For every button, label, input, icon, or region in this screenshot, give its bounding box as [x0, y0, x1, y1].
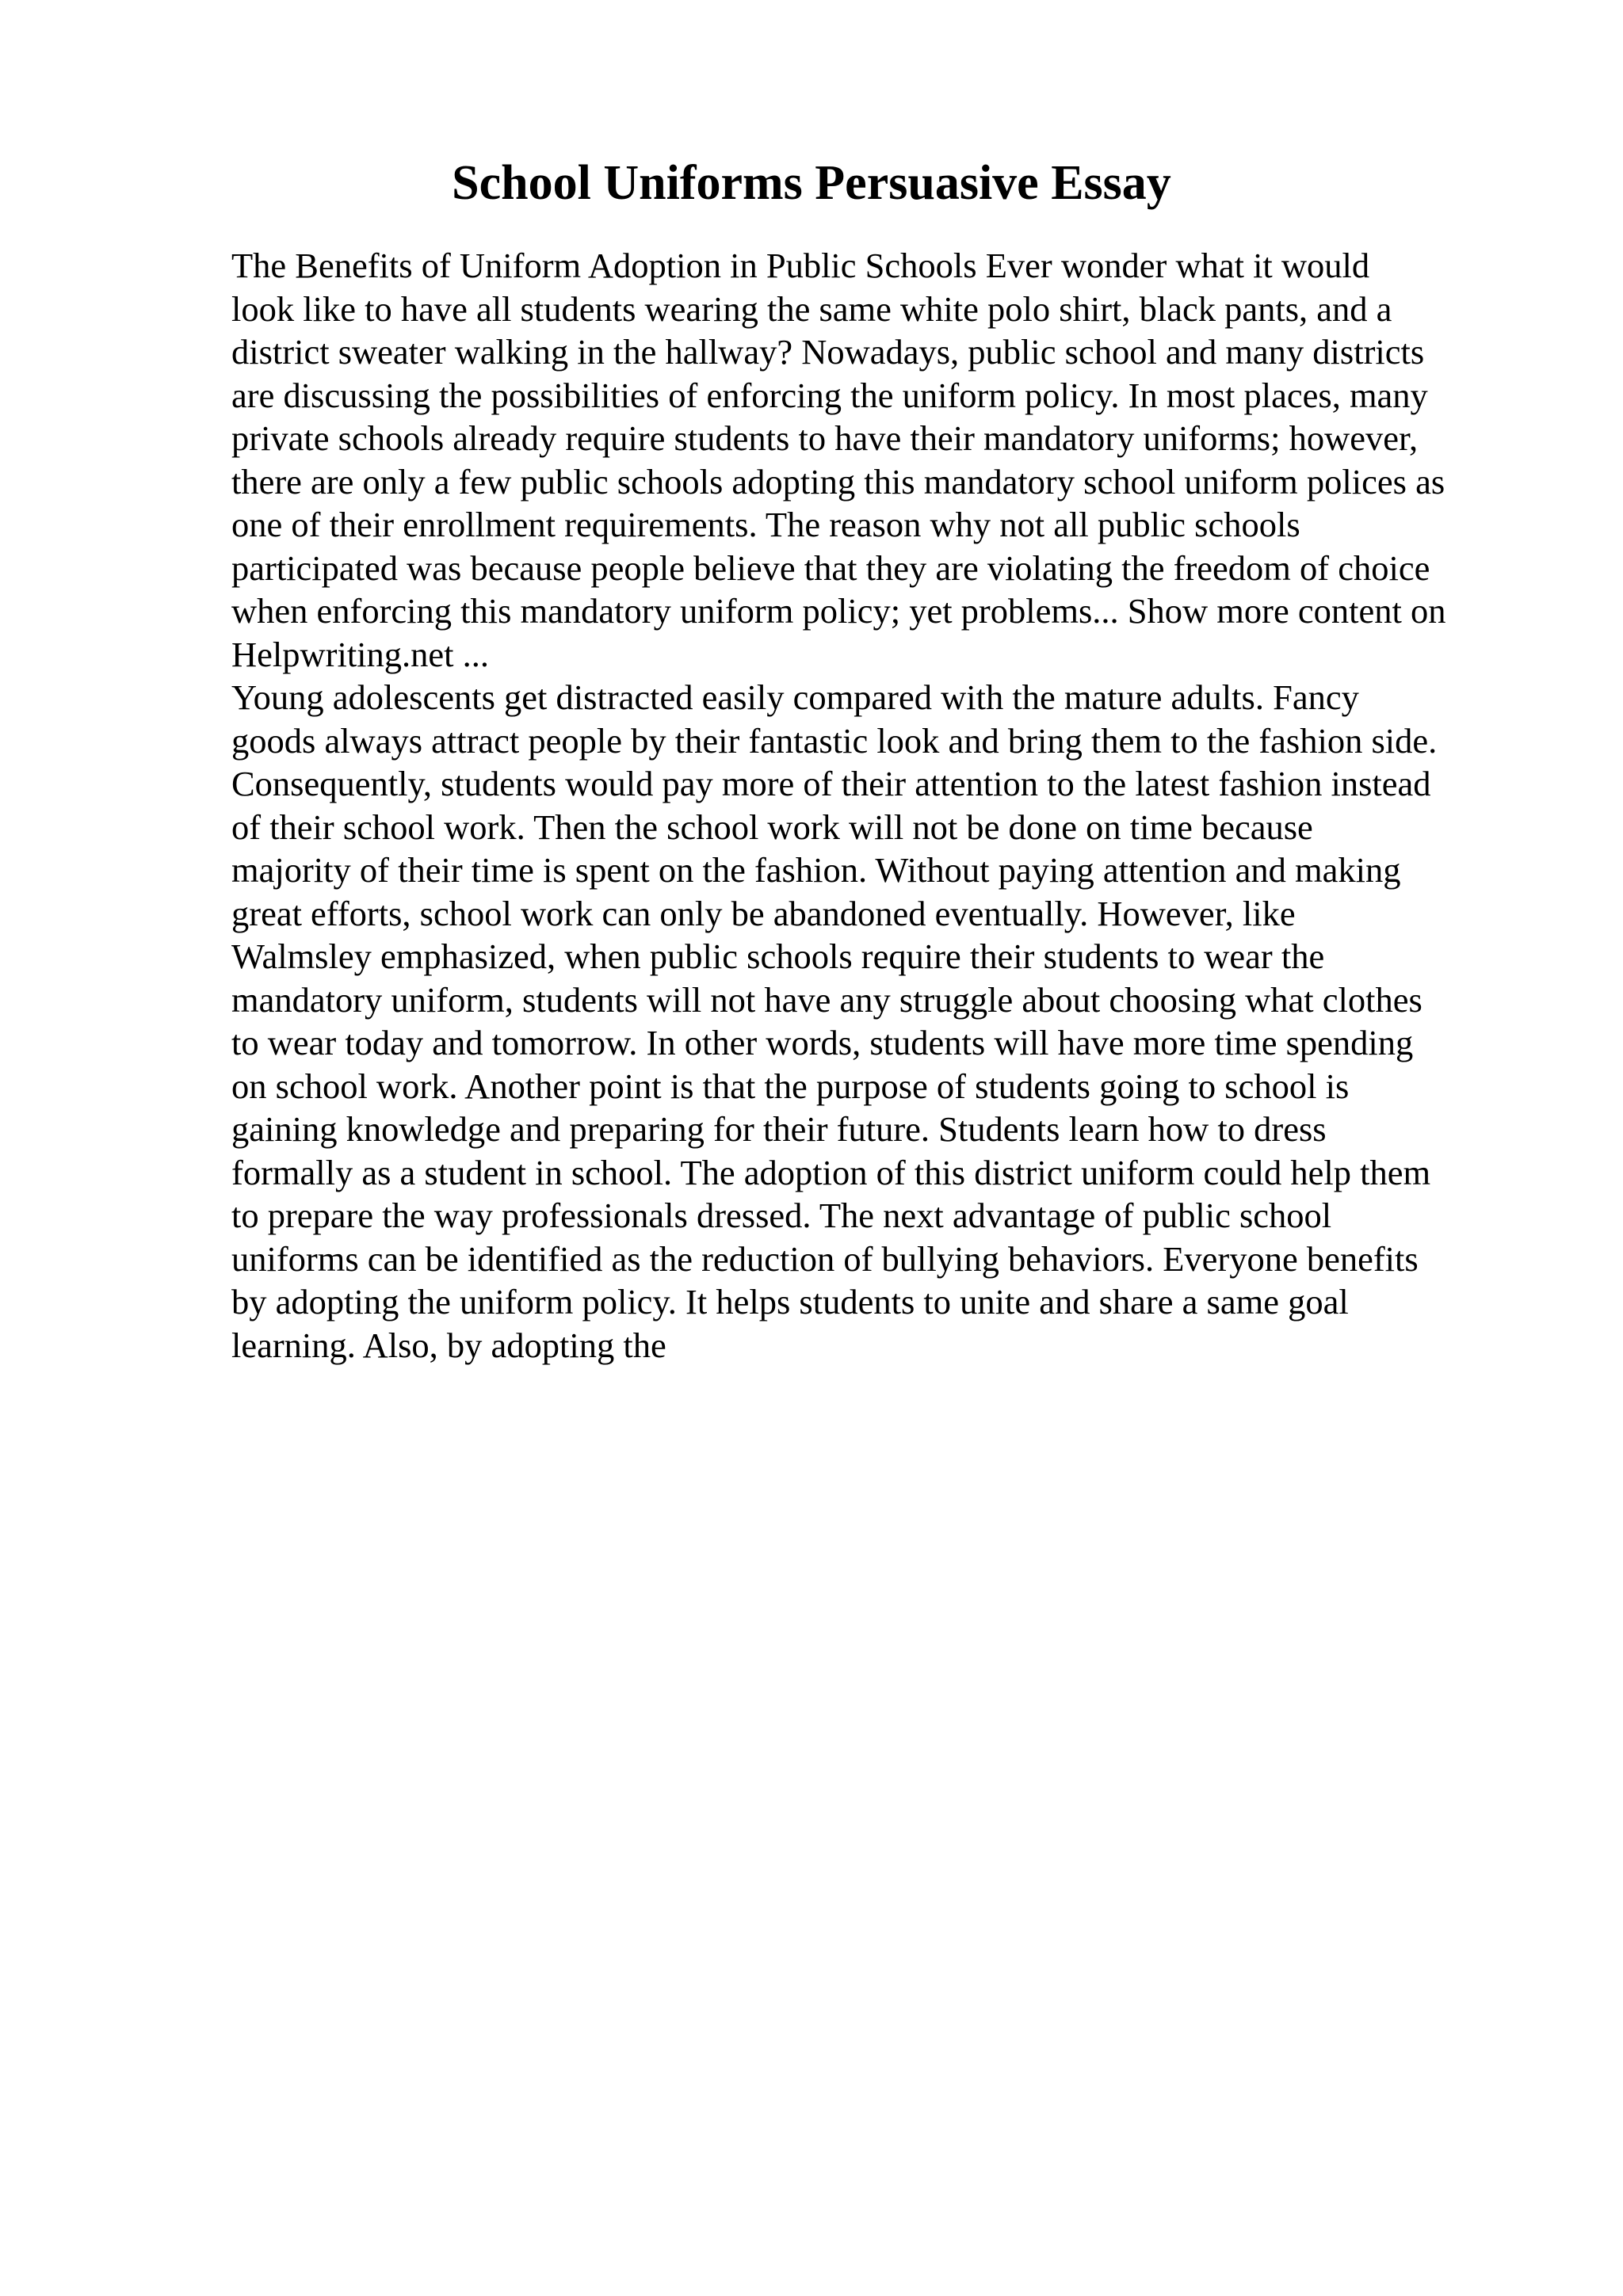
text-line: look like to have all students wearing the same white polo shirt, black pants, and a: [231, 288, 1392, 329]
text-line: to wear today and tomorrow. In other words, students will have more time spending: [231, 1023, 1414, 1062]
text-line: on school work. Another point is that the purpose of students going to school is: [231, 1066, 1350, 1106]
text-line: Helpwriting.net ...: [231, 634, 490, 674]
text-line: when enforcing this mandatory uniform policy; yet problems... Show more content on: [231, 591, 1446, 631]
text-line: Young adolescents get distracted easily compared with the mature adults. Fancy: [231, 677, 1359, 717]
text-line: participated was because people believe that they are violating the freedom of choice: [231, 547, 1430, 588]
text-line: of their school work. Then the school work will not be done on time because: [231, 807, 1313, 847]
text-line: goods always attract people by their fantastic look and bring them to the fashion side.: [231, 720, 1438, 761]
paragraph-intro: [231, 244, 1515, 676]
text-line: district sweater walking in the hallway? Nowadays, public school and many districts: [231, 332, 1425, 372]
essay-body: [231, 244, 1515, 1367]
text-line: majority of their time is spent on the fashion. Without paying attention and making: [231, 850, 1401, 890]
text-line: The Benefits of Uniform Adoption in Public Schools Ever wonder what it would: [231, 246, 1370, 285]
text-line: one of their enrollment requirements. The reason why not all public schools: [231, 505, 1300, 544]
text-line: private schools already require students to have their mandatory uniforms; however,: [231, 418, 1419, 458]
text-line: gaining knowledge and preparing for their future. Students learn how to dress: [231, 1109, 1327, 1149]
text-line: Consequently, students would pay more of their attention to the latest fashion instead: [231, 764, 1431, 803]
text-line: Walmsley emphasized, when public schools require their students to wear the: [231, 936, 1325, 976]
text-line: to prepare the way professionals dressed. The next advantage of public school: [231, 1196, 1332, 1235]
text-line: by adopting the uniform policy. It helps students to unite and share a same goal: [231, 1282, 1349, 1322]
text-line: there are only a few public schools adopting this mandatory school uniform polices as: [231, 461, 1445, 502]
text-line: uniforms can be identified as the reduction of bullying behaviors. Everyone benefits: [231, 1238, 1419, 1279]
text-line: formally as a student in school. The adoption of this district uniform could help them: [231, 1152, 1431, 1192]
page-title: School Uniforms Persuasive Essay: [452, 156, 1171, 210]
paragraph-body: [231, 676, 1515, 1367]
text-line: are discussing the possibilities of enforcing the uniform policy. In most places, many: [231, 375, 1428, 415]
text-line: learning. Also, by adopting the: [231, 1325, 666, 1365]
text-line: mandatory uniform, students will not have any struggle about choosing what clothes: [231, 979, 1423, 1020]
text-line: great efforts, school work can only be abandoned eventually. However, like: [231, 893, 1296, 933]
